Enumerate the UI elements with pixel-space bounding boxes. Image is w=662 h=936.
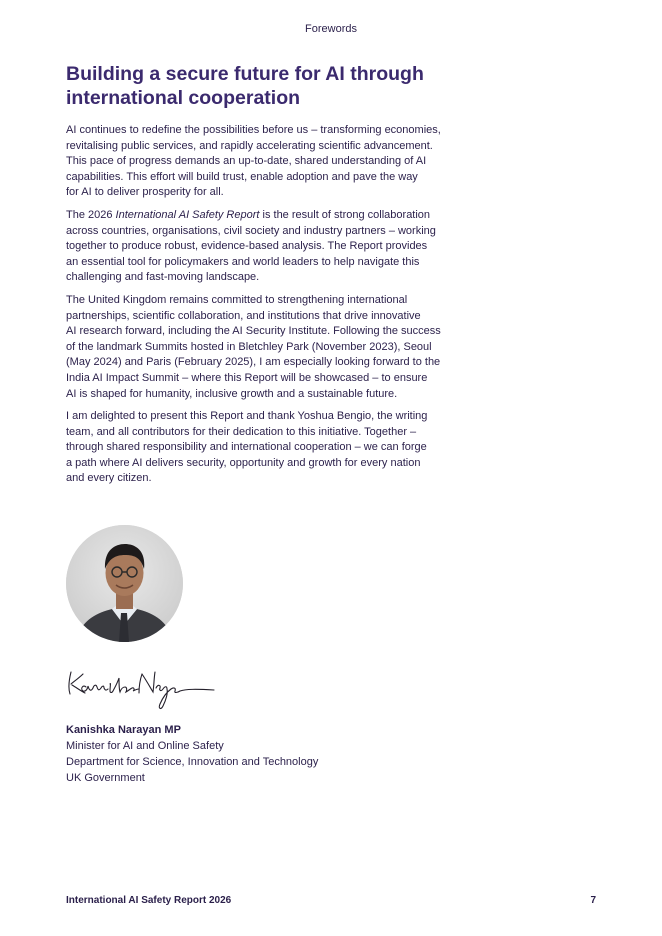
section-label: Forewords	[305, 23, 357, 35]
paragraph-1	[66, 123, 466, 201]
text-line: India AI Impact Summit – where this Report will be showcased – to ensure	[66, 371, 428, 384]
text-line: revitalising public services, and rapidly accelerating scientific advancement.	[66, 139, 433, 152]
author-portrait	[66, 525, 183, 642]
text-line: and every citizen.	[66, 472, 152, 485]
handwritten-signature	[64, 660, 216, 712]
footer-report-title: International AI Safety Report 2026	[66, 895, 232, 906]
text-line: capabilities. This effort will build trust, enable adoption and pave the way	[66, 170, 418, 183]
text-line: AI is shaped for humanity, inclusive growth and a sustainable future.	[66, 387, 398, 400]
text-line: The United Kingdom remains committed to strengthening international	[66, 293, 408, 306]
title-line-1: Building a secure future for AI through	[66, 63, 424, 85]
text-line: across countries, organisations, civil society and industry partners – working	[66, 224, 436, 237]
text-line: team, and all contributors for their dedication to this initiative. Together –	[66, 425, 417, 438]
text-line: (May 2024) and Paris (February 2025), I am especially looking forward to the	[66, 356, 441, 369]
text-line: of the landmark Summits hosted in Bletchley Park (November 2023), Seoul	[66, 340, 432, 353]
text-line: This pace of progress demands an up-to-date, shared understanding of AI	[66, 155, 427, 168]
text-line: AI continues to redefine the possibilities before us – transforming economies,	[66, 124, 441, 136]
report-title-italic: International AI Safety Report	[115, 208, 260, 221]
paragraph-2	[66, 208, 466, 286]
page-number: 7	[590, 895, 596, 906]
author-department: Department for Science, Innovation and Technology	[66, 756, 319, 768]
author-name: Kanishka Narayan MP	[66, 724, 181, 736]
paragraph-4	[66, 409, 466, 487]
text-line: I am delighted to present this Report and thank Yoshua Bengio, the writing	[66, 410, 428, 423]
text-line: a path where AI delivers security, opportunity and growth for every nation	[66, 456, 421, 469]
foreword-body	[66, 123, 466, 494]
text-run: The 2026	[66, 208, 116, 221]
text-line	[66, 208, 466, 224]
author-signature-block	[66, 722, 318, 786]
paragraph-3	[66, 293, 466, 402]
page-title	[66, 62, 486, 110]
text-line: together to produce robust, evidence-based analysis. The Report provides	[66, 240, 428, 253]
text-line: challenging and fast-moving landscape.	[66, 271, 260, 284]
text-line: an essential tool for policymakers and world leaders to help navigate this	[66, 255, 420, 268]
text-run: is the result of strong collaboration	[259, 208, 431, 221]
text-line: AI research forward, including the AI Security Institute. Following the success	[66, 325, 441, 338]
portrait-illustration	[66, 525, 183, 642]
author-role: Minister for AI and Online Safety	[66, 740, 224, 752]
text-line: for AI to deliver prosperity for all.	[66, 186, 224, 199]
text-line: through shared responsibility and international cooperation – we can forge	[66, 441, 427, 454]
author-organisation: UK Government	[66, 772, 145, 784]
text-line: partnerships, scientific collaboration, and institutions that drive innovative	[66, 309, 421, 322]
title-line-2: international cooperation	[66, 87, 301, 109]
